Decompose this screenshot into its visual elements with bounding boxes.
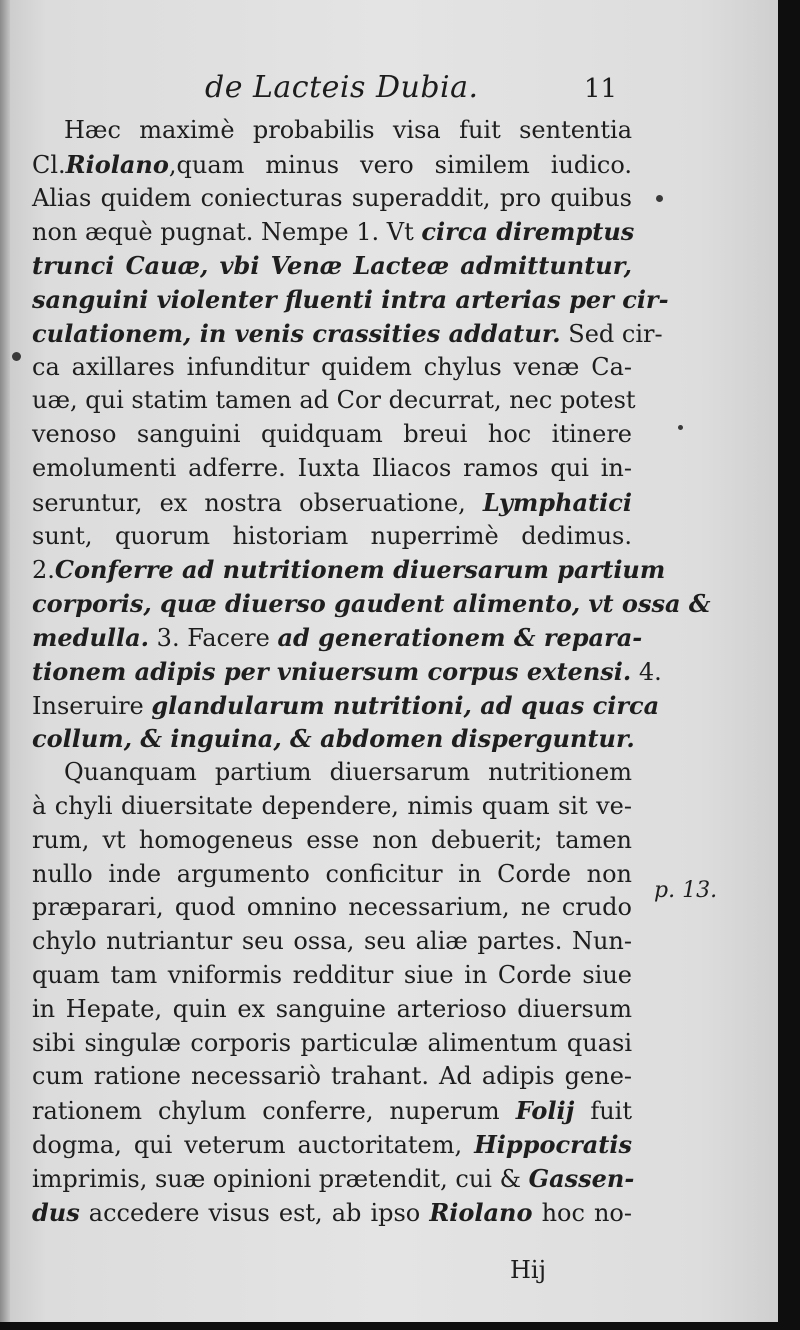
text-segment: uæ, qui statim tamen ad Cor decurrat, nec potest — [32, 386, 636, 415]
text-segment: venoso sanguini quidquam breui hoc itinere — [32, 420, 632, 449]
italic-segment: sanguini violenter fluenti intra arterias per cir- — [32, 284, 669, 314]
text-segment: rum, vt homogeneus esse non debuerit; tamen — [32, 825, 632, 854]
italic-segment: Riolano — [429, 1197, 533, 1227]
italic-segment: collum, & inguina, & abdomen disperguntur. — [32, 724, 635, 754]
text-segment: Hæc maximè probabilis visa fuit sententia — [64, 116, 632, 144]
text-line — [32, 1128, 632, 1162]
text-line — [32, 993, 632, 1027]
italic-segment: Gassen- — [528, 1163, 635, 1193]
text-line — [32, 384, 636, 418]
italic-segment: Riolano — [65, 149, 169, 179]
italic-segment: Conferre ad nutritionem diuersarum partium — [54, 555, 666, 585]
text-segment: 2. — [32, 556, 55, 585]
text-line — [32, 283, 669, 317]
italic-segment: Lymphatici — [482, 487, 632, 517]
text-segment: Inseruire — [32, 691, 152, 720]
text-line — [32, 1094, 632, 1128]
text-line — [32, 520, 632, 554]
italic-segment: corporis, quæ diuerso gaudent alimento, vt ossa & — [32, 589, 711, 619]
text-line — [32, 1196, 632, 1230]
italic-segment: glandularum nutritioni, ad quas circa — [151, 690, 660, 720]
text-line — [32, 756, 632, 790]
text-line — [32, 587, 711, 621]
text-segment: à chyli diuersitate dependere, nimis quam sit ve- — [32, 791, 632, 820]
text-segment: 4. — [631, 657, 662, 686]
text-segment: nullo inde argumento conficitur in Corde non — [32, 859, 632, 888]
text-segment: Alias quidem coniecturas superaddit, pro quibus — [32, 183, 632, 212]
text-line — [32, 249, 632, 283]
text-line — [32, 452, 632, 486]
text-segment: sunt, quorum historiam nuperrimè dedimus. — [32, 521, 632, 550]
text-segment: in Hepate, quin ex sanguine arterioso diuersum — [32, 994, 632, 1023]
text-line — [32, 317, 663, 351]
signature-mark: Hij — [510, 1256, 547, 1284]
running-head — [0, 62, 640, 106]
margin-note: p. 13. — [654, 878, 718, 903]
text-line — [32, 114, 632, 148]
ink-spot — [678, 425, 683, 430]
italic-segment: Folij — [515, 1096, 575, 1126]
text-line — [32, 1027, 632, 1061]
text-segment: non æquè pugnat. Nempe 1. Vt — [32, 218, 422, 247]
text-segment: hoc no- — [532, 1198, 632, 1227]
text-segment: rationem chylum conferre, nuperum — [32, 1097, 516, 1126]
text-line — [32, 824, 632, 858]
text-line — [32, 182, 632, 216]
text-line — [32, 790, 632, 824]
text-line — [32, 891, 632, 925]
running-title: de Lacteis Dubia. — [205, 70, 479, 105]
text-segment: quam tam vniformis redditur siue in Corde siue — [32, 960, 632, 989]
text-line — [32, 553, 666, 587]
italic-segment: Hippocratis — [474, 1129, 632, 1159]
text-segment: ca axillares infunditur quidem chylus venæ Ca- — [32, 352, 632, 381]
text-segment: ,quam minus vero similem iudico. — [168, 150, 632, 179]
page-gutter — [0, 0, 10, 1322]
italic-segment: ad generationem & repara- — [277, 622, 643, 652]
text-line — [32, 959, 632, 993]
text-segment: chylo nutriantur seu ossa, seu aliæ partes. Nun- — [32, 927, 632, 956]
italic-segment: trunci Cauæ, vbi Venæ Lacteæ admittuntur, — [32, 251, 632, 281]
text-segment: Cl. — [32, 150, 66, 179]
text-segment: 3. Facere — [149, 623, 278, 652]
text-line — [32, 689, 660, 723]
ink-spot — [12, 352, 21, 361]
text-line — [32, 351, 632, 385]
text-line — [32, 1060, 632, 1094]
text-segment: seruntur, ex nostra obseruatione, — [32, 488, 483, 517]
text-line — [32, 148, 632, 182]
text-segment: Quanquam partium diuersarum nutritionem — [64, 758, 632, 787]
text-line — [32, 858, 632, 892]
text-segment: cum ratione necessariò trahant. Ad adipis gene- — [32, 1062, 632, 1091]
page-number: 11 — [584, 74, 618, 104]
text-segment: accedere visus est, ab ipso — [79, 1198, 430, 1227]
text-segment: fuit — [574, 1097, 632, 1126]
text-line — [32, 655, 662, 689]
italic-segment: circa diremptus — [421, 217, 635, 247]
italic-segment: tionem adipis per vniuersum corpus extensi. — [32, 656, 632, 686]
text-segment: emolumenti adferre. Iuxta Iliacos ramos qui in- — [32, 453, 632, 482]
text-line — [32, 925, 632, 959]
text-line — [32, 722, 635, 756]
italic-segment: culationem, in venis crassities addatur. — [32, 318, 561, 348]
ink-spot — [656, 195, 663, 202]
italic-segment: medulla. — [32, 622, 150, 652]
text-segment: imprimis, suæ opinioni prætendit, cui & — [32, 1164, 529, 1193]
text-segment: Sed cir- — [560, 319, 663, 348]
text-segment: dogma, qui veterum auctoritatem, — [32, 1130, 475, 1159]
text-line — [32, 486, 632, 520]
italic-segment: dus — [32, 1197, 80, 1227]
text-line — [32, 1162, 635, 1196]
text-line — [32, 418, 632, 452]
text-line — [32, 621, 643, 655]
text-segment: præparari, quod omnino necessarium, ne crudo — [32, 893, 632, 922]
text-segment: sibi singulæ corporis particulæ alimentum quasi — [32, 1028, 632, 1057]
text-line — [32, 215, 635, 249]
